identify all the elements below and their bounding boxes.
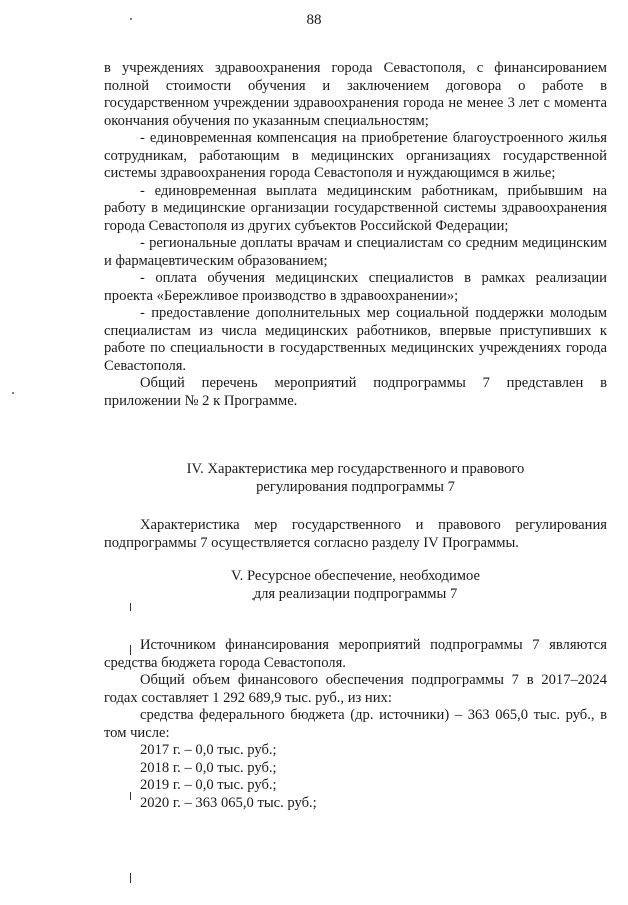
section-v-heading xyxy=(104,567,607,603)
scan-mark xyxy=(130,873,131,883)
page-number: 88 xyxy=(306,12,322,28)
scan-mark xyxy=(130,792,131,800)
funding-source-paragraph: Источником финансирования мероприятий подпрограммы 7 являются средства бюджета города Севастополя. xyxy=(104,637,607,671)
section-v-heading-line-2: для реализации подпрограммы 7 xyxy=(253,586,458,602)
scan-mark xyxy=(130,603,131,611)
section-v-body xyxy=(104,637,607,812)
section-iv-heading-line-1: IV. Характеристика мер государственного и правового xyxy=(186,461,525,477)
scan-speck xyxy=(130,18,132,20)
year-line-2019: 2019 г. – 0,0 тыс. руб.; xyxy=(140,777,277,793)
section-iv-heading xyxy=(104,460,607,496)
section-iv-heading-line-2: регулирования подпрограммы 7 xyxy=(256,479,455,495)
total-funding-paragraph: Общий объем финансового обеспечения подпрограммы 7 в 2017–2024 годах составляет 1 292 689,9 тыс. руб., из них: xyxy=(104,672,607,706)
year-line-2017: 2017 г. – 0,0 тыс. руб.; xyxy=(140,742,277,758)
section-iv-paragraph: Характеристика мер государственного и правового регулирования подпрограммы 7 осуществляется согласно разделу IV Программы. xyxy=(104,517,607,551)
section-v-heading-line-1: V. Ресурсное обеспечение, необходимое xyxy=(231,568,480,584)
section-iv-body xyxy=(104,517,607,552)
paragraph-training-continuation: в учреждениях здравоохранения города Севастополя, с финансированием полной стоимости обучения и заключением договора о работе в государственном учреждении здравоохранения города не менее 3 лет с момента окончания обучения по указанным специальностям; xyxy=(104,60,607,129)
federal-budget-paragraph: средства федерального бюджета (др. источники) – 363 065,0 тыс. руб., в том числе: xyxy=(104,707,607,741)
paragraph-regional-allowances: - региональные доплаты врачам и специалистам со средним медицинским и фармацевтическим образованием; xyxy=(104,235,607,269)
paragraph-housing-compensation: - единовременная компенсация на приобретение благоустроенного жилья сотрудникам, работающим в медицинских организациях государственной системы здравоохранения города Севастополя и нуждающимся в жилье; xyxy=(104,130,607,181)
paragraph-lean-training: - оплата обучения медицинских специалистов в рамках реализации проекта «Бережливое производство в здравоохранении»; xyxy=(104,270,607,304)
top-text-block xyxy=(104,60,607,410)
year-line-2018: 2018 г. – 0,0 тыс. руб.; xyxy=(140,759,277,776)
scan-mark xyxy=(130,645,131,655)
paragraph-measures-list: Общий перечень мероприятий подпрограммы 7 представлен в приложении № 2 к Программе. xyxy=(104,375,607,409)
scan-speck xyxy=(252,598,254,600)
paragraph-one-time-payment: - единовременная выплата медицинским работникам, прибывшим на работу в медицинские организации государственной системы здравоохранения города Севастополя из других субъектов Российской Федерации; xyxy=(104,182,607,234)
year-line-2020: 2020 г. – 363 065,0 тыс. руб.; xyxy=(140,794,317,811)
paragraph-young-specialists: - предоставление дополнительных мер социальной поддержки молодым специалистам из числа медицинских работников, впервые приступивших к работе по специальности в государственных медицинских учреждениях города Севастополя. xyxy=(104,305,607,374)
scan-speck xyxy=(12,392,14,394)
year-breakdown-list xyxy=(104,742,607,812)
